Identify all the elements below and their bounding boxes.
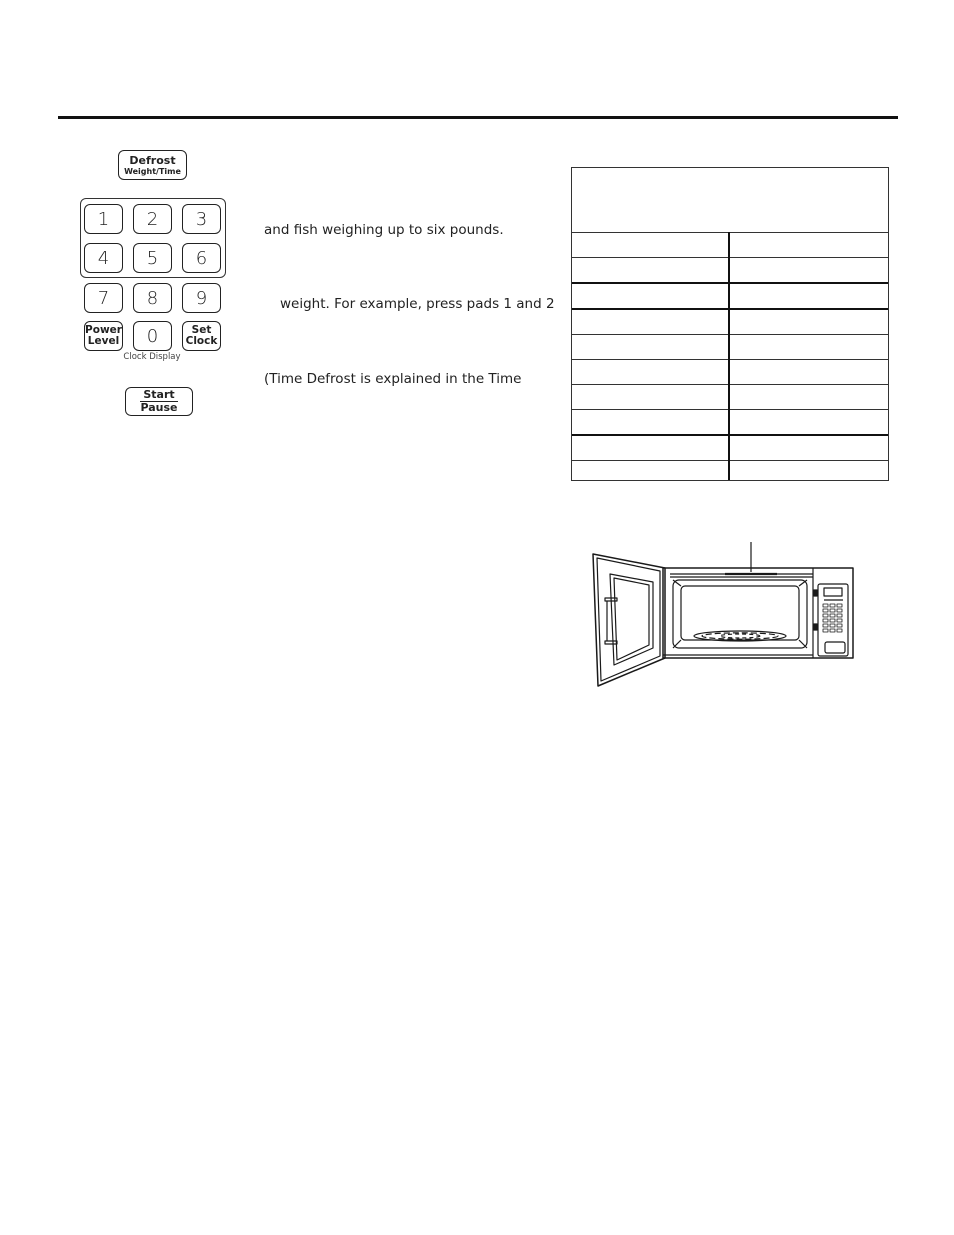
table-row <box>572 284 888 310</box>
table-row <box>572 310 888 335</box>
table-row <box>572 233 888 258</box>
body-text-line-2: weight. For example, press pads 1 and 2 <box>280 296 555 312</box>
number-pad-3[interactable]: 3 <box>182 204 221 234</box>
number-pad-5[interactable]: 5 <box>133 243 172 273</box>
defrost-weight-time-button[interactable] <box>118 150 187 180</box>
pause-label: Pause <box>140 401 178 414</box>
number-pad-2[interactable]: 2 <box>133 204 172 234</box>
body-text-line-1: and fish weighing up to six pounds. <box>264 222 504 238</box>
start-label: Start <box>140 389 177 402</box>
number-pad-4[interactable]: 4 <box>84 243 123 273</box>
number-pad-7[interactable]: 7 <box>84 283 123 313</box>
power-level-button[interactable] <box>84 321 123 351</box>
table-header <box>572 168 888 233</box>
defrost-label: Defrost <box>129 153 176 167</box>
start-pause-button[interactable] <box>125 387 193 416</box>
defrost-table <box>571 167 889 481</box>
control-panel <box>814 584 848 656</box>
body-text-line-3: (Time Defrost is explained in the Time <box>264 371 522 387</box>
number-pad-8[interactable]: 8 <box>133 283 172 313</box>
table-row <box>572 410 888 436</box>
set-clock-label-1: Set <box>191 324 212 336</box>
set-clock-label-2: Clock <box>185 335 218 347</box>
number-pad-6[interactable]: 6 <box>182 243 221 273</box>
number-pad-9[interactable]: 9 <box>182 283 221 313</box>
table-row <box>572 436 888 461</box>
oven-cavity <box>673 580 807 648</box>
table-row <box>572 258 888 284</box>
table-row <box>572 360 888 385</box>
power-level-label-1: Power <box>85 324 122 336</box>
microwave-open-door-diagram <box>585 538 855 688</box>
number-pad-0[interactable]: 0 <box>133 321 172 351</box>
clock-display-caption: Clock Display <box>123 352 181 362</box>
set-clock-button[interactable] <box>182 321 221 351</box>
open-door <box>593 554 665 686</box>
turntable <box>694 631 786 641</box>
defrost-sublabel: Weight/Time <box>124 166 181 176</box>
table-column-divider <box>728 232 730 480</box>
table-row <box>572 385 888 410</box>
section-rule <box>58 116 898 119</box>
power-level-label-2: Level <box>87 335 120 347</box>
number-pad-1[interactable]: 1 <box>84 204 123 234</box>
table-row <box>572 335 888 360</box>
